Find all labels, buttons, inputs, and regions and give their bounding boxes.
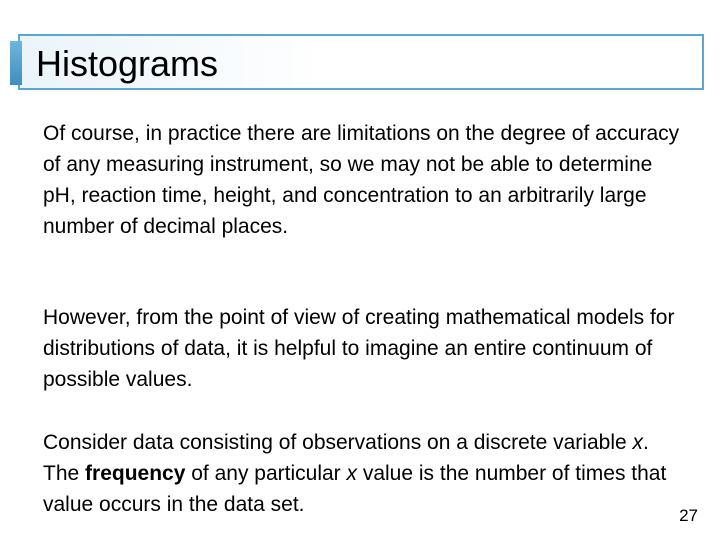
paragraph-measurement-limits: Of course, in practice there are limitations on the degree of accuracy of any measuring instrument, so we may not be able to determine pH, reaction time, height, and concentration to an arbitrarily large number of decimal places. xyxy=(43,122,680,238)
slide-title: Histograms xyxy=(36,43,219,84)
text-segment: . The xyxy=(43,431,649,485)
variable-x: x xyxy=(346,462,357,485)
text-segment: value is the number of times that value occurs in the data set. xyxy=(43,462,667,516)
text-segment: Consider data consisting of observations on a discrete variable xyxy=(43,431,633,454)
title-accent-bar xyxy=(10,41,22,85)
variable-x: x xyxy=(632,431,643,454)
term-frequency: frequency xyxy=(85,462,186,485)
text-segment: of any particular xyxy=(185,462,347,485)
paragraph-frequency-definition xyxy=(43,427,683,520)
paragraph-continuum: However, from the point of view of creating mathematical models for distributions of data, it is helpful to imagine an entire continuum of possible values. xyxy=(43,306,675,391)
page-number: 27 xyxy=(679,506,698,525)
